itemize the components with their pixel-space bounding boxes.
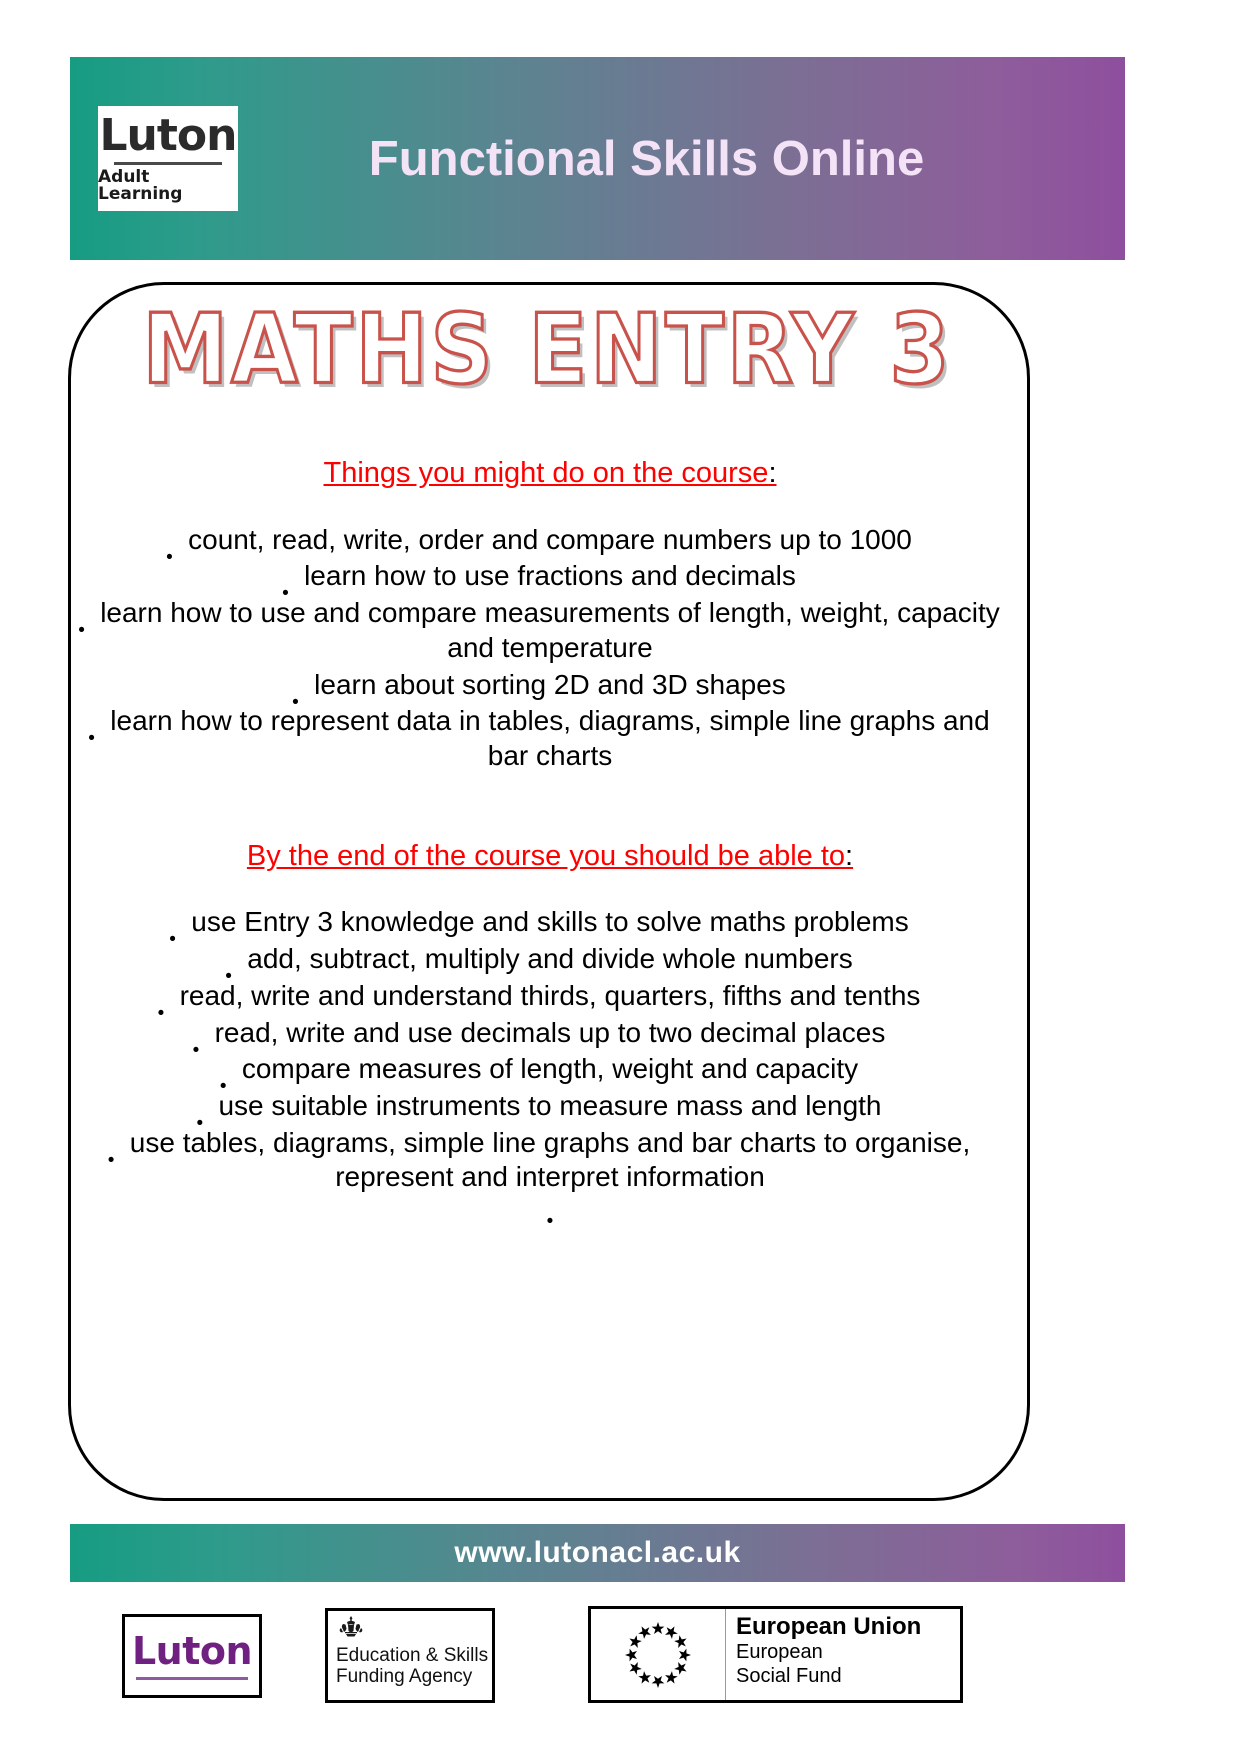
list-item [90,704,1010,773]
section-heading-colon: : [845,839,854,872]
luton-council-wordmark: Luton [131,1629,253,1673]
page-header [70,57,1125,260]
section-heading-colon: : [768,457,777,489]
list-item [90,668,1010,703]
section-heading-by-the-end [90,838,1010,876]
eu-logo-text [726,1609,921,1700]
esfa-line-1: Education & Skills [336,1645,489,1666]
royal-crest-icon [336,1615,366,1639]
list-item-text: compare measures of length, weight and capacity [241,1053,859,1085]
eu-subtitle-1: European [736,1641,823,1664]
list-item-text: learn how to use fractions and decimals [304,560,796,592]
list-item [90,523,1010,558]
list-item [90,1089,1010,1124]
european-union-logo [588,1606,963,1703]
section-heading-text: By the end of the course you should be able to [246,839,846,872]
spacer-after-heading-1 [90,493,1010,523]
list-item [90,1126,1010,1195]
website-url[interactable]: www.lutonacl.ac.uk [454,1536,741,1569]
list-item [90,596,1010,665]
spacer-after-heading-2 [90,875,1010,905]
bullet-list-things-you-might-do [90,523,1010,774]
eu-stars-icon [591,1609,726,1700]
list-item-text: read, write and use decimals up to two decimal places [214,1016,886,1048]
bullet-list-by-the-end [90,905,1010,1195]
list-item [90,979,1010,1014]
list-item-text: count, read, write, order and compare numbers up to 1000 [188,523,912,555]
list-item [90,1052,1010,1087]
eu-subtitle-2: Social Fund [736,1665,842,1688]
spacer-between-sections [90,776,1010,838]
esfa-logo [325,1608,495,1703]
list-item-text: learn how to represent data in tables, diagrams, simple line graphs and bar charts [110,705,990,771]
luton-logo-subtitle: Adult Learning [98,167,183,204]
footer-website-bar [70,1524,1125,1582]
esfa-line-2: Funding Agency [336,1666,473,1688]
section-heading-text: Things you might do on the course [323,457,769,489]
luton-council-logo [122,1614,262,1698]
list-item-text: read, write and understand thirds, quarters, fifths and tenths [179,979,921,1011]
list-item [90,942,1010,977]
page-title: Functional Skills Online [368,131,925,186]
list-item-text: learn about sorting 2D and 3D shapes [314,668,786,700]
list-item-text: use tables, diagrams, simple line graphs and bar charts to organise, represent and interpret information [129,1126,971,1193]
partner-logos-row [0,1602,1095,1712]
course-body [90,455,1010,1233]
list-item-text: learn how to use and compare measurements of length, weight, capacity and temperature [100,597,1000,663]
list-item-text: add, subtract, multiply and divide whole numbers [247,943,853,975]
list-item [90,905,1010,940]
luton-council-underline [136,1677,248,1680]
list-item-text: use Entry 3 knowledge and skills to solve maths problems [191,906,909,938]
eu-title: European Union [736,1613,922,1640]
section-heading-things-you-might-do [90,455,1010,493]
list-item [90,559,1010,594]
list-item-text: use suitable instruments to measure mass and length [218,1090,882,1121]
wordart-course-title: MATHS ENTRY 3 [142,294,953,406]
luton-logo-divider [114,162,222,165]
trailing-empty-bullet: • [546,1211,554,1233]
luton-logo-wordmark: Luton [99,110,237,161]
luton-adult-learning-logo [98,106,238,211]
list-item [90,1016,1010,1051]
